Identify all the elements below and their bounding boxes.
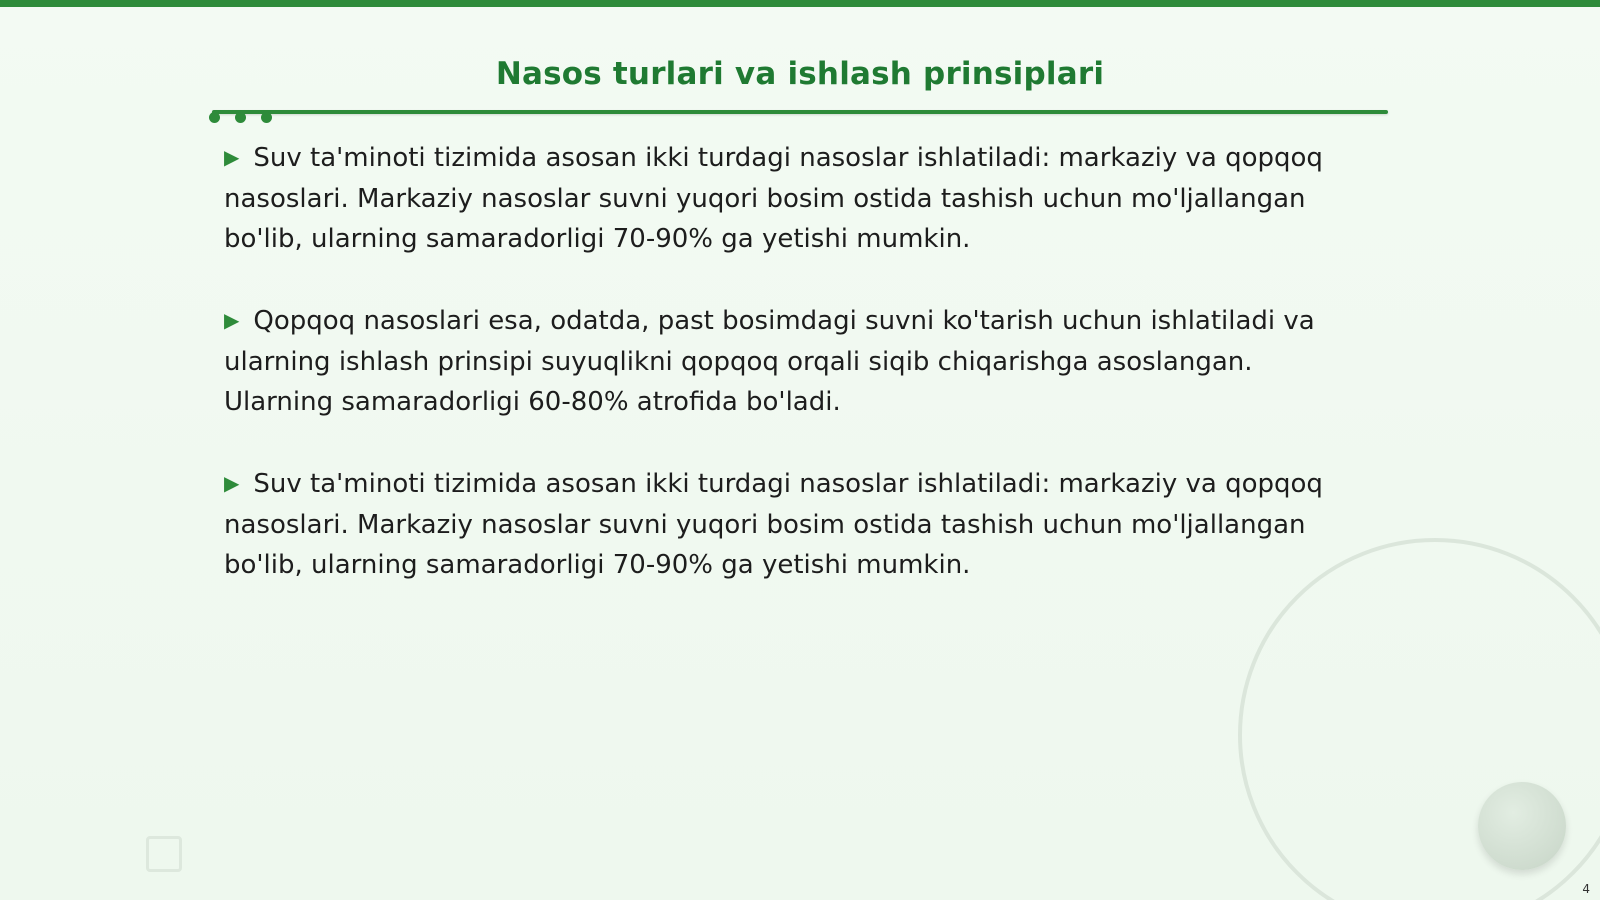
rule-dot-icon xyxy=(235,112,246,123)
decorative-ball xyxy=(1478,782,1566,870)
paragraph-text: Qopqoq nasoslari esa, odatda, past bosimdagi suvni ko'tarish uchun ishlatiladi va ularning ishlash prinsipi suyuqlikni qopqoq orqali siqib chiqarishga asoslangan. Ularning samaradorligi 60-80% atrofida bo'ladi. xyxy=(224,306,1315,417)
slide-title: Nasos turlari va ishlash prinsiplari xyxy=(495,56,1105,92)
title-underline xyxy=(212,110,1388,114)
paragraph-2 xyxy=(224,301,1364,422)
rule-dot-icon xyxy=(209,112,220,123)
triangle-bullet-icon: ▶ xyxy=(224,308,240,332)
triangle-bullet-icon: ▶ xyxy=(224,471,240,495)
content-area xyxy=(224,138,1364,627)
paragraph-text: Suv ta'minoti tizimida asosan ikki turdagi nasoslar ishlatiladi: markaziy va qopqoq nasoslari. Markaziy nasoslar suvni yuqori bosim ostida tashish uchun mo'ljallangan bo'lib, ularning samaradorligi 70-90% ga yetishi mumkin. xyxy=(224,143,1323,254)
paragraph-text: Suv ta'minoti tizimida asosan ikki turdagi nasoslar ishlatiladi: markaziy va qopqoq nasoslari. Markaziy nasoslar suvni yuqori bosim ostida tashish uchun mo'ljallangan bo'lib, ularning samaradorligi 70-90% ga yetishi mumkin. xyxy=(224,469,1323,580)
page-number: 4 xyxy=(1582,882,1590,896)
triangle-bullet-icon: ▶ xyxy=(224,145,240,169)
paragraph-3 xyxy=(224,464,1364,585)
rule-dot-icon xyxy=(261,112,272,123)
paragraph-1 xyxy=(224,138,1364,259)
top-accent-bar xyxy=(0,0,1600,7)
decorative-square xyxy=(146,836,182,872)
